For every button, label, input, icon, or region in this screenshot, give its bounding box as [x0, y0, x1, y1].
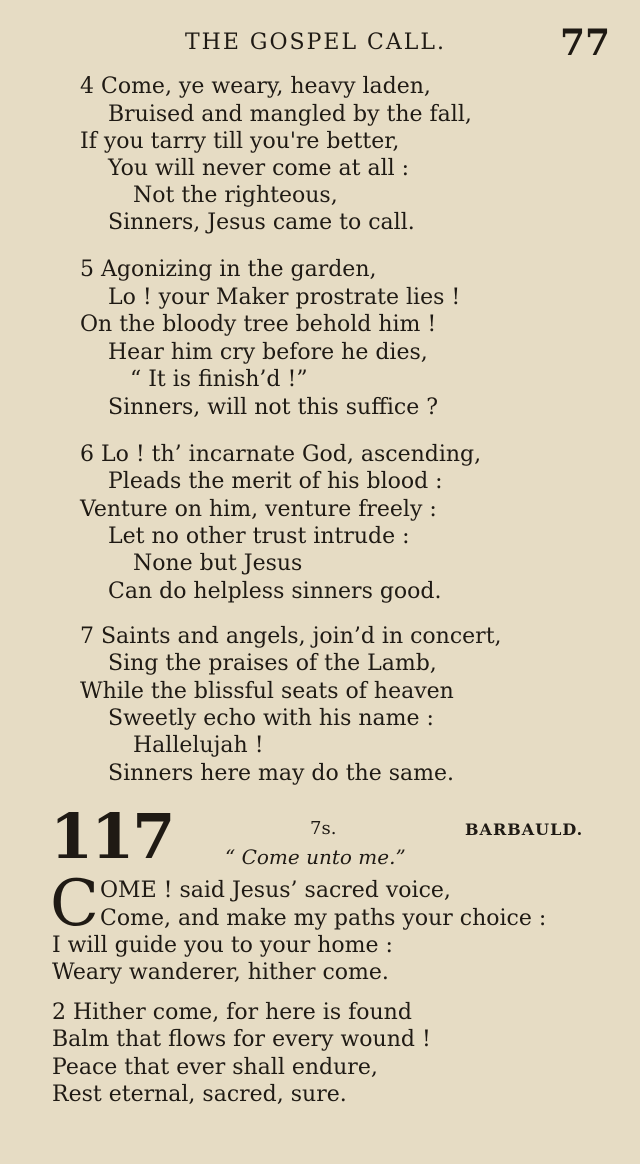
verse-line: Sinners here may do the same. — [108, 761, 455, 786]
verse-line: Sweetly echo with his name : — [108, 706, 434, 731]
hymn-subtitle: “ Come unto me.” — [225, 845, 406, 869]
verse-line: “ It is finish’d !” — [130, 367, 308, 392]
verse-line: Let no other trust intrude : — [108, 524, 410, 549]
verse-line: Sinners, will not this suffice ? — [108, 395, 439, 420]
running-title: THE GOSPEL CALL. — [185, 30, 446, 55]
verse-line: I will guide you to your home : — [52, 933, 393, 958]
verse-line: Lo ! your Maker prostrate lies ! — [108, 285, 461, 310]
verse-line: 2 Hither come, for here is found — [52, 1000, 412, 1025]
verse-line: Can do helpless sinners good. — [108, 579, 442, 604]
verse-line: 5 Agonizing in the garden, — [80, 257, 377, 282]
verse-line: Weary wanderer, hither come. — [52, 960, 389, 985]
drop-cap: C — [50, 867, 99, 941]
verse-line: Hear him cry before he dies, — [108, 340, 428, 365]
verse-line: None but Jesus — [133, 551, 303, 576]
verse-line: OME ! said Jesus’ sacred voice, — [100, 878, 451, 903]
verse-line: 4 Come, ye weary, heavy laden, — [80, 74, 431, 99]
verse-line: Not the righteous, — [133, 183, 338, 208]
page-number: 77 — [560, 22, 611, 64]
verse-line: 7 Saints and angels, join’d in concert, — [80, 624, 502, 649]
verse-line: On the bloody tree behold him ! — [80, 312, 437, 337]
verse-line: 6 Lo ! th’ incarnate God, ascending, — [80, 442, 482, 467]
hymn-author: BARBAULD. — [465, 820, 584, 839]
verse-line: Sing the praises of the Lamb, — [108, 651, 437, 676]
verse-line: You will never come at all : — [108, 156, 410, 181]
verse-line: Hallelujah ! — [133, 733, 264, 758]
verse-line: If you tarry till you're better, — [80, 129, 400, 154]
verse-line: Peace that ever shall endure, — [52, 1055, 378, 1080]
verse-line: Rest eternal, sacred, sure. — [52, 1082, 347, 1107]
verse-line: Venture on him, venture freely : — [80, 497, 437, 522]
hymn-meter: 7s. — [310, 818, 337, 839]
verse-line: While the blissful seats of heaven — [80, 679, 454, 704]
verse-line: Bruised and mangled by the fall, — [108, 102, 472, 127]
verse-line: Come, and make my paths your choice : — [100, 906, 547, 931]
verse-line: Balm that flows for every wound ! — [52, 1027, 431, 1052]
hymn-number: 117 — [50, 800, 174, 873]
verse-line: Sinners, Jesus came to call. — [108, 210, 415, 235]
verse-line: Pleads the merit of his blood : — [108, 469, 443, 494]
